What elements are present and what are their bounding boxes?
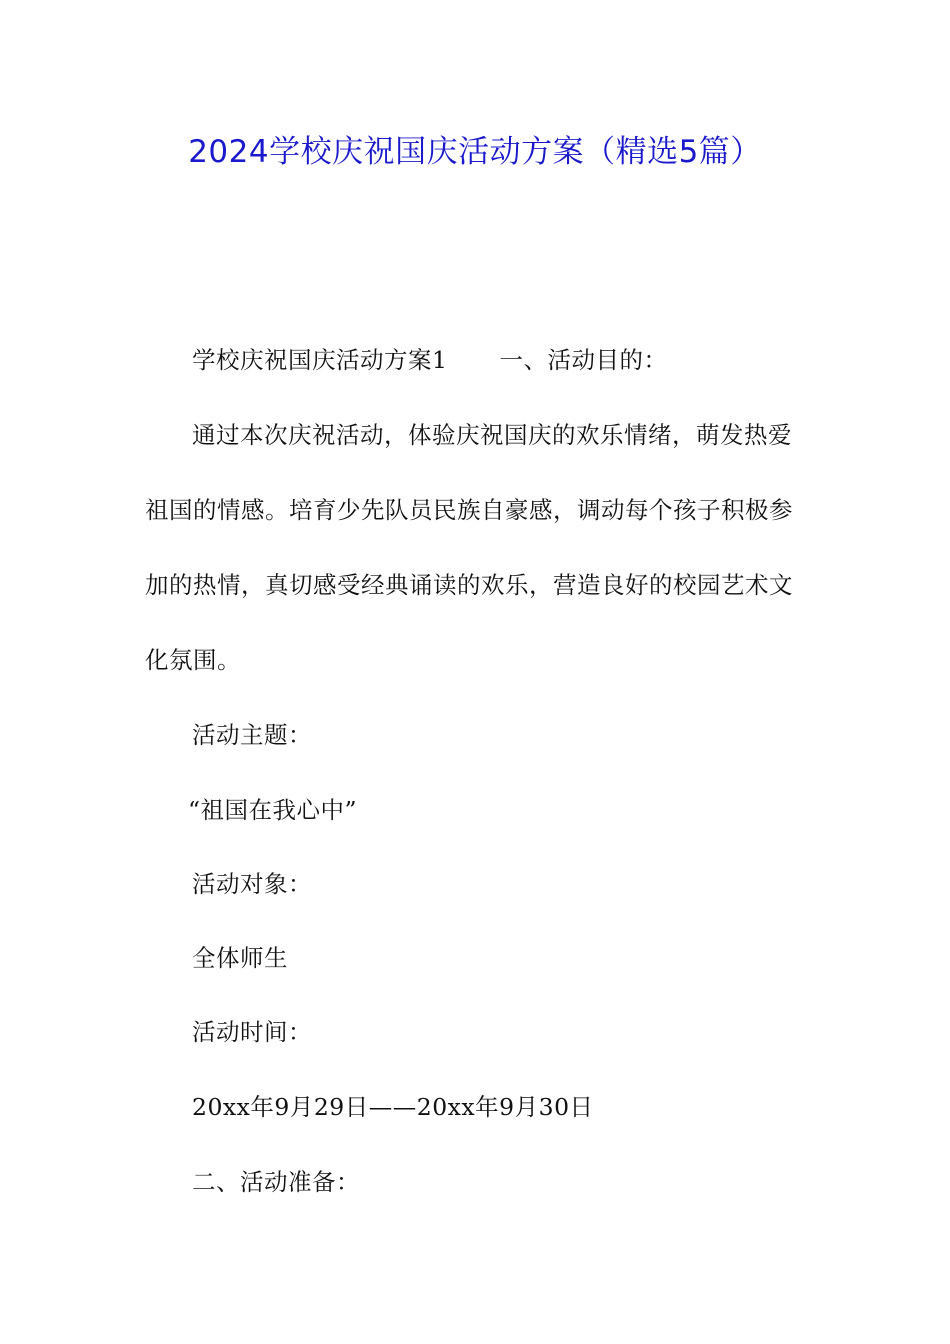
document-title: 2024学校庆祝国庆活动方案（精选5篇）: [188, 134, 762, 170]
paragraph-line: 化氛围。: [145, 646, 241, 674]
theme-label: 活动主题：: [192, 721, 312, 749]
plan-heading: 学校庆祝国庆活动方案1: [192, 346, 448, 374]
paragraph-line: 通过本次庆祝活动，体验庆祝国庆的欢乐情绪，萌发热爱: [192, 421, 792, 449]
paragraph-line: 祖国的情感。培育少先队员民族自豪感，调动每个孩子积极参: [145, 496, 793, 524]
section-heading-line: [192, 342, 667, 378]
time-value: 20xx年9月29日——20xx年9月30日: [192, 1093, 594, 1121]
paragraph-line: 加的热情，真切感受经典诵读的欢乐，营造良好的校园艺术文: [145, 571, 793, 599]
audience-value: 全体师生: [192, 944, 288, 972]
time-label: 活动时间：: [192, 1018, 312, 1046]
audience-label: 活动对象：: [192, 870, 312, 898]
theme-value: “祖国在我心中”: [188, 796, 358, 824]
preparation-heading: 二、活动准备：: [192, 1168, 360, 1196]
purpose-heading: 一、活动目的：: [499, 346, 668, 374]
